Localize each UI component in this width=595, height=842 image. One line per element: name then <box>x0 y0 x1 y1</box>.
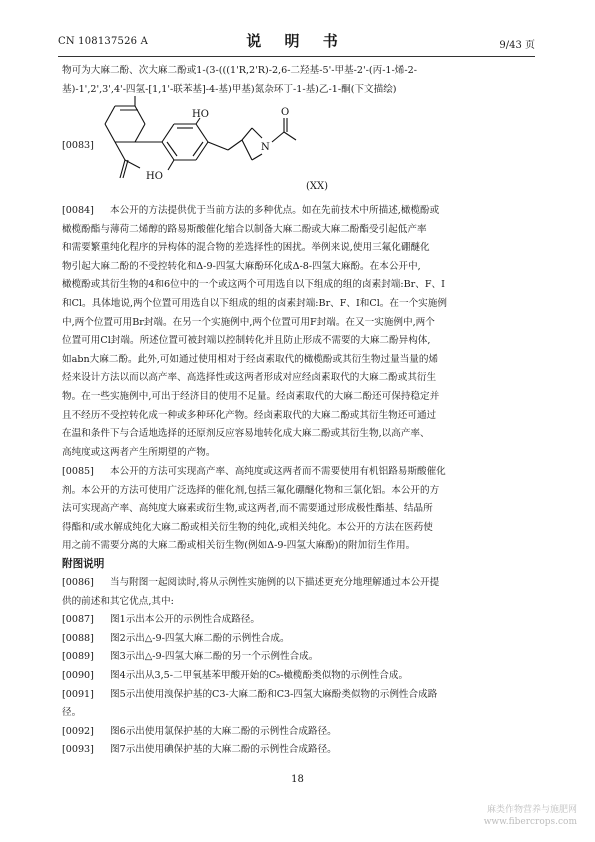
paragraph-line: 在温和条件下与合适地选择的还原剂反应容易地转化成大麻二酚或其衍生物,以高产率、 <box>62 428 430 440</box>
page-header <box>58 30 535 52</box>
paragraph-line: 橄榄酚酯与薄荷二烯醇的路易斯酸催化缩合以制备大麻二酚或大麻二酚酯受引起低产率 <box>62 223 427 235</box>
header-rule <box>58 56 535 57</box>
list-item <box>62 648 538 667</box>
page-count: 9/43 页 <box>499 40 535 51</box>
paragraph-id: [0084] <box>62 205 94 216</box>
watermark <box>484 804 577 828</box>
list-item-text: 图4示出从3,5-二甲氧基苯甲酸开始的C₅-橄榄酚类似物的示例性合成。 <box>110 669 409 681</box>
paragraph-line: 本公开的方法可实现高产率、高纯度或这两者而不需要使用有机铝路易斯酸催化 <box>110 466 446 477</box>
list-item-text: 图2示出△-9-四氢大麻二酚的示例性合成。 <box>110 632 290 644</box>
paragraph-id: [0088] <box>62 632 94 644</box>
list-item-text: 图1示出本公开的示例性合成路径。 <box>110 614 261 626</box>
paragraph-line: 和需要繁重纯化程序的异构体的混合物的差选择性的困扰。举例来说,使用三氟化硼醚化 <box>62 242 430 254</box>
paragraph-line: 如abn大麻二酚。此外,可如通过使用相对于经卤素取代的橄榄酚或其衍生物过量当量的烯 <box>62 353 439 365</box>
patent-number: CN 108137526 A <box>58 36 149 47</box>
list-item-text: 图3示出△-9-四氢大麻二酚的另一个示例性合成。 <box>110 651 319 663</box>
paragraph-id: [0089] <box>62 651 94 663</box>
paragraph-line: 本公开的方法提供优于当前方法的多种优点。如在先前技术中所描述,橄榄酚或 <box>110 205 440 216</box>
list-item <box>62 630 538 649</box>
document-title: 说 明 书 <box>246 32 347 50</box>
paragraph-line: 物引起大麻二酚的不受控转化和Δ-9-四氢大麻酚环化成Δ-8-四氢大麻酚。在本公开中, <box>62 260 421 272</box>
list-item <box>62 611 538 630</box>
list-item <box>62 741 538 760</box>
hydroxyl-label-top: HO <box>192 109 209 120</box>
list-item <box>62 686 538 705</box>
oxygen-label: O <box>281 107 290 118</box>
paragraph-id: [0093] <box>62 744 94 756</box>
page-number: 18 <box>291 774 304 785</box>
paragraph-id: [0085] <box>62 466 94 477</box>
paragraph-0084 <box>62 202 538 462</box>
paragraph-line: 剂。本公开的方法可使用广泛选择的催化剂,包括三氟化硼醚化物和三氯化铝。本公开的方 <box>62 484 440 496</box>
list-item-text: 图6示出使用氯保护基的大麻二酚的示例性合成路径。 <box>110 725 337 737</box>
paragraph-id: [0092] <box>62 725 94 737</box>
list-item-text: 径。 <box>62 707 82 719</box>
watermark-title: 麻类作物营养与施肥网 <box>486 805 577 815</box>
paragraph-line: 中,两个位置可用Br封端。在另一个实施例中,两个位置可用F封端。在又一实施例中,两个 <box>62 316 435 328</box>
paragraph-line: 当与附图一起阅读时,将从示例性实施例的以下描述更充分地理解通过本公开提 <box>110 577 440 588</box>
paragraph-line: 烃来设计方法以而以高产率、高选择性或这两者形成对应经卤素取代的大麻二酚或其衍生 <box>62 372 437 384</box>
structure-label: (XX) <box>306 181 329 192</box>
list-item-text: 图5示出使用溴保护基的C3-大麻二酚和C3-四氢大麻酚类似物的示例性合成路 <box>110 688 438 700</box>
paragraph-line: 法可实现高产率、高纯度大麻素或衍生物,或这两者,而不需要通过形成极性酯基、结晶所 <box>62 503 433 515</box>
section-heading: 附图说明 <box>62 558 105 570</box>
paragraph-0085 <box>62 463 538 556</box>
list-item <box>62 723 538 742</box>
paragraph-id: [0086] <box>62 577 94 588</box>
watermark-url: www.fibercrops.com <box>483 817 577 827</box>
list-item <box>62 667 538 686</box>
paragraph-id: [0090] <box>62 669 94 681</box>
paragraph-line: 位置可用Cl封端。所述位置可被封端以控制转化并且防止形成不需要的大麻二酚异构体, <box>62 335 431 347</box>
hydroxyl-label-bottom: HO <box>146 171 163 182</box>
paragraph-id: [0087] <box>62 614 94 626</box>
paragraph-line: 且不经历不受控转化成一种或多种环化产物。经卤素取代的大麻二酚或其衍生物还可通过 <box>62 409 437 421</box>
paragraph-line: 和Cl。具体地说,两个位置可用选自以下组成的组的卤素封端:Br、F、I和Cl。在一个实施例 <box>62 297 447 309</box>
nitrogen-label: N <box>261 142 270 153</box>
paragraph-line: 橄榄酚或其衍生物的4和6位中的一个或这两个可用选自以下组成的组的卤素封端:Br、F、I <box>62 279 445 291</box>
figure-paragraph-id: [0083] <box>62 140 94 151</box>
intro-line: 物可为大麻二酚、次大麻二酚或1-(3-(((1'R,2'R)-2,6-二羟基-5'-甲基-2'-(丙-1-烯-2- <box>62 65 417 76</box>
drawings-list <box>62 574 538 760</box>
paragraph-id: [0091] <box>62 688 94 700</box>
paragraph-line: 供的前述和其它优点,其中: <box>62 595 174 607</box>
paragraph-line: 得酯和/或水解成纯化大麻二酚或相关衍生物的纯化,或相关纯化。本公开的方法在医药使 <box>62 521 433 533</box>
paragraph-line: 物。在一些实施例中,可出于经济目的使用不足量。经卤素取代的大麻二酚还可保持稳定并 <box>62 390 440 402</box>
paragraph-line: 用之前不需要分离的大麻二酚或相关衍生物(例如Δ-9-四氢大麻酚)的附加衍生作用。 <box>62 540 416 552</box>
paragraph-line: 高纯度或这两者产生所期望的产物。 <box>62 446 216 458</box>
intro-line: 基)-1',2',3',4'-四氢-[1,1'-联苯基]-4-基)甲基)氮杂环丁-1-基)乙-1-酮(下文描绘) <box>62 83 397 95</box>
list-item-text: 图7示出使用碘保护基的大麻二酚的示例性合成路径。 <box>110 744 337 756</box>
